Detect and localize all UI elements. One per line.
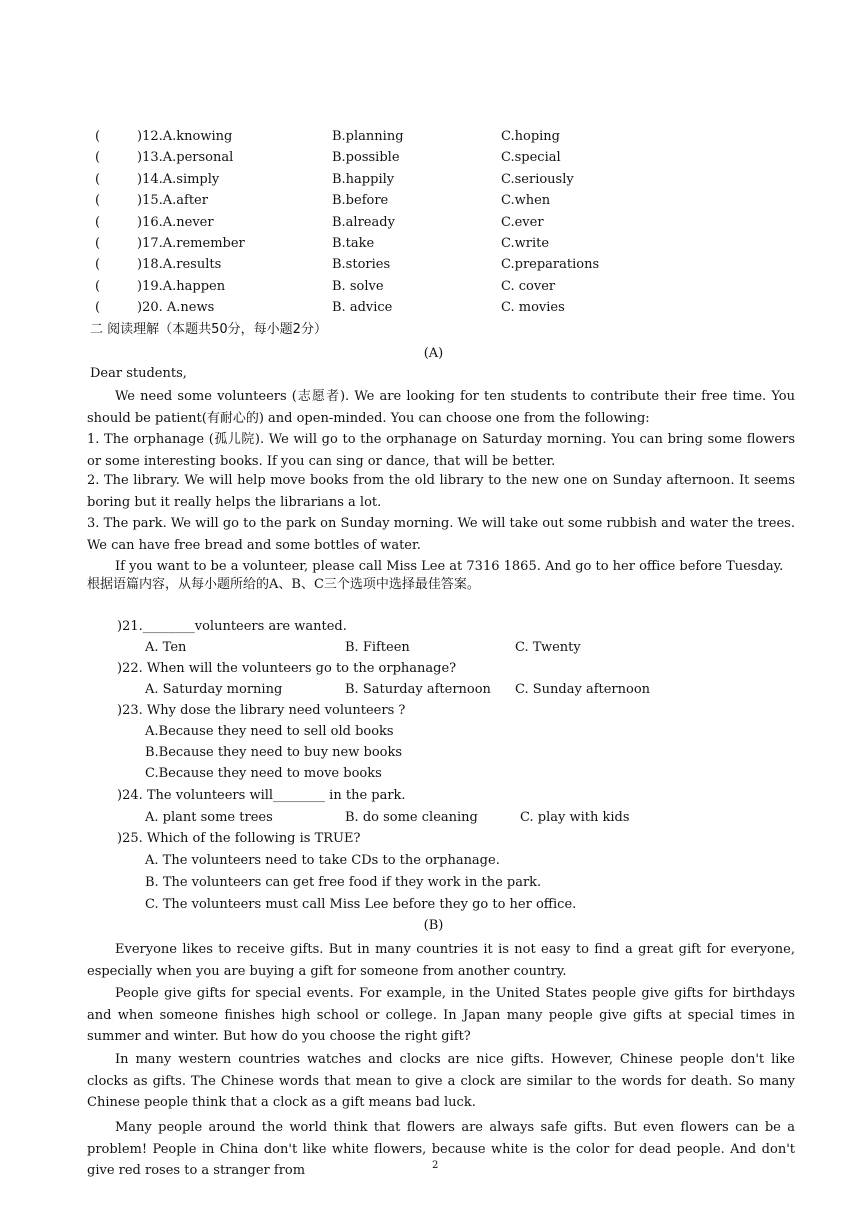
option-c: C.ever [501, 214, 544, 230]
cloze-question-row [0, 129, 867, 145]
question-option-b: B. The volunteers can get free food if they work in the park. [145, 875, 542, 890]
question-stem: )24. The volunteers will________ in the park. [117, 788, 406, 803]
question-stem: )23. Why dose the library need volunteers ? [117, 703, 406, 718]
option-b: B.already [332, 214, 395, 230]
option-b: B.happily [332, 171, 395, 187]
passage-b-paragraph-1: Everyone likes to receive gifts. But in many countries it is not easy to find a great gift for everyone, especially when you are buying a gift for someone from another country. [87, 942, 795, 979]
question-option-a: A.Because they need to sell old books [145, 724, 394, 739]
answer-blank: ( [95, 150, 101, 166]
option-c: C.preparations [501, 257, 600, 273]
question-option-b: B. Fifteen [345, 640, 410, 655]
answer-blank: ( [95, 236, 101, 251]
answer-blank: ( [95, 257, 101, 273]
option-b: B.stories [332, 257, 391, 273]
option-a: )20. A.news [137, 300, 215, 316]
option-b: B.possible [332, 150, 400, 166]
cloze-question-row [0, 215, 867, 231]
option-b: B. solve [332, 278, 384, 294]
letter-greeting: Dear students, [90, 366, 187, 381]
passage-a-paragraph-5: If you want to be a volunteer, please call Miss Lee at 7316 1865. And go to her office before Tuesday. [115, 559, 784, 574]
question-option-c: C. The volunteers must call Miss Lee before they go to her office. [145, 897, 577, 912]
passage-b-paragraph-2: People give gifts for special events. For example, in the United States people give gifts for birthdays and when someone finishes high school or college. In Japan many people give gifts at special times in summer and winter. But how do you choose the right gift? [87, 986, 795, 1044]
answer-blank: ( [95, 171, 101, 187]
question-option-c: C.Because they need to move books [145, 766, 382, 781]
question-stem: )25. Which of the following is TRUE? [117, 831, 361, 846]
option-c: C.seriously [501, 171, 574, 187]
option-b: B.take [332, 236, 375, 251]
question-option-c: C. play with kids [520, 810, 630, 825]
reading-instruction: 根据语篇内容，从每小题所给的A、B、C三个选项中选择最佳答案。 [87, 577, 480, 592]
option-c: C. cover [501, 278, 556, 294]
cloze-question-row [0, 172, 867, 188]
option-a: )14.A.simply [137, 171, 220, 187]
question-option-a: A. Ten [145, 640, 187, 655]
option-a: )17.A.remember [137, 236, 245, 251]
question-stem: )22. When will the volunteers go to the orphanage? [117, 661, 457, 676]
passage-b-paragraph-3: In many western countries watches and clocks are nice gifts. However, Chinese people don't like clocks as gifts. The Chinese words that mean to give a clock are similar to the words for death. So many Chinese people think that a clock as a gift means bad luck. [87, 1052, 795, 1110]
question-option-b: B.Because they need to buy new books [145, 745, 403, 760]
answer-blank: ( [95, 278, 101, 294]
passage-a-paragraph-2: 1. The orphanage (孤儿院). We will go to the orphanage on Saturday morning. You can bring some flowers or some interesting books. If you can sing or dance, that will be better. [87, 432, 795, 469]
cloze-question-row [0, 300, 867, 316]
option-a: )18.A.results [137, 257, 222, 273]
passage-b-label: (B) [423, 918, 444, 933]
option-a: )13.A.personal [137, 150, 234, 166]
section-heading: 二 阅读理解（本题共50分，每小题2分） [90, 322, 327, 337]
cloze-question-row [0, 193, 867, 209]
question-option-b: B. Saturday afternoon [345, 682, 491, 697]
question-option-c: C. Twenty [515, 640, 581, 655]
passage-a-paragraph-3: 2. The library. We will help move books from the old library to the new one on Sunday afternoon. It seems boring but it really helps the librarians a lot. [87, 473, 795, 510]
question-option-a: A. plant some trees [145, 810, 273, 825]
option-a: )12.A.knowing [137, 129, 233, 144]
cloze-question-row [0, 279, 867, 295]
passage-a-paragraph-1: We need some volunteers (志愿者). We are looking for ten students to contribute their free time. You should be patient(有耐心的) and open-minded. You can choose one from the following: [87, 389, 795, 426]
passage-a-label: (A) [423, 346, 444, 361]
option-b: B. advice [332, 300, 393, 316]
passage-a-paragraph-4: 3. The park. We will go to the park on Sunday morning. We will take out some rubbish and water the trees. We can have free bread and some bottles of water. [87, 516, 795, 553]
passage-b-paragraph-4: Many people around the world think that flowers are always safe gifts. But even flowers can be a problem! People in China don't like white flowers, because white is the color for dead people. And don't give red roses to a stranger from [87, 1120, 795, 1178]
option-a: )19.A.happen [137, 278, 226, 294]
option-b: B.planning [332, 129, 404, 144]
option-c: C.when [501, 193, 551, 209]
question-option-b: B. do some cleaning [345, 810, 478, 825]
page-number: 2 [432, 1160, 439, 1171]
option-b: B.before [332, 193, 389, 209]
cloze-question-row [0, 236, 867, 252]
option-c: C.special [501, 150, 561, 166]
cloze-question-row [0, 257, 867, 273]
option-a: )15.A.after [137, 193, 208, 209]
question-stem: )21.________volunteers are wanted. [117, 619, 347, 634]
answer-blank: ( [95, 214, 101, 230]
option-a: )16.A.never [137, 214, 214, 230]
option-c: C. movies [501, 300, 565, 316]
question-option-c: C. Sunday afternoon [515, 682, 651, 697]
answer-blank: ( [95, 129, 101, 144]
question-option-a: A. The volunteers need to take CDs to the orphanage. [145, 853, 500, 868]
option-c: C.write [501, 236, 550, 251]
cloze-question-row [0, 150, 867, 166]
answer-blank: ( [95, 193, 101, 209]
option-c: C.hoping [501, 129, 560, 144]
answer-blank: ( [95, 300, 101, 316]
question-option-a: A. Saturday morning [145, 682, 283, 697]
